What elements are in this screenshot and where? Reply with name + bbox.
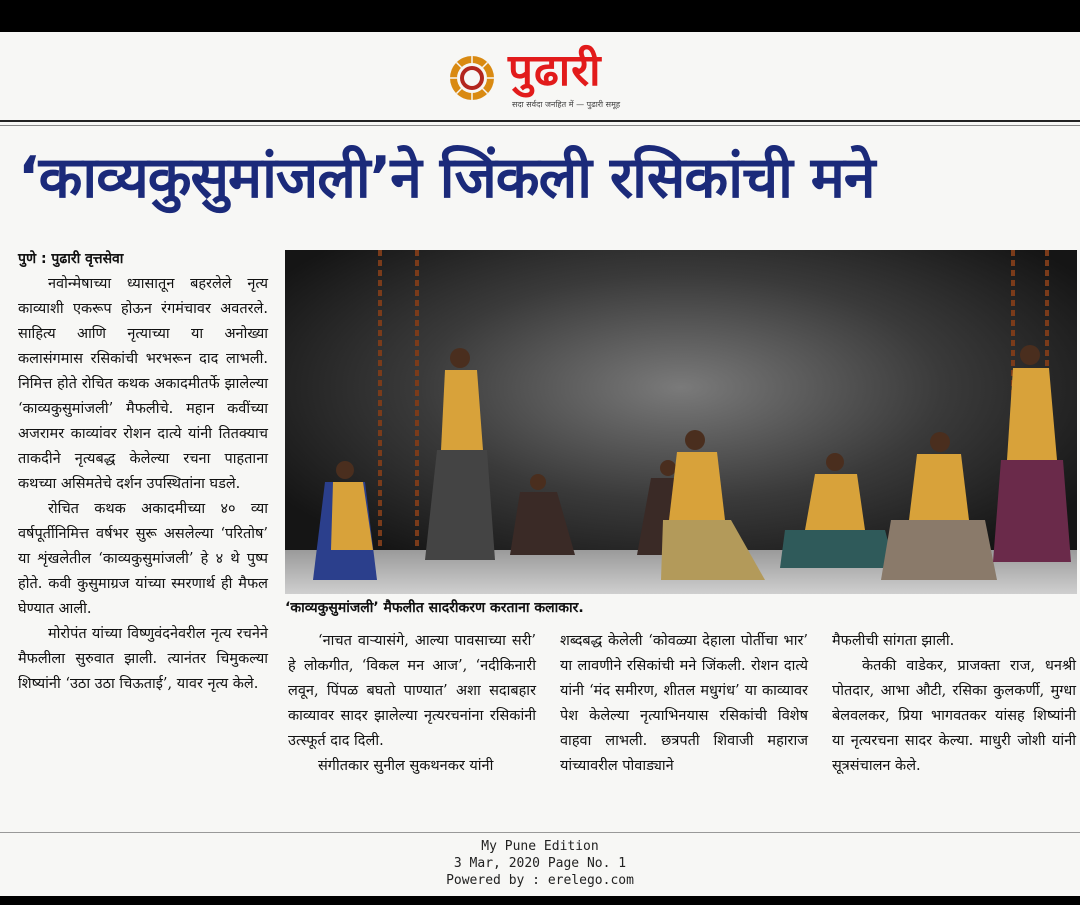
newspaper-clipping: [0, 32, 1080, 896]
masthead-title: पुढारी: [508, 45, 602, 96]
paragraph: शब्दबद्ध केलेली ‘कोवळ्या देहाला पोर्तीचा भार’ या लावणीने रसिकांची मने जिंकली. रोशन दात्ये यांनी ‘मंद समीरण, शीतल मधुगंध’ या काव्यावर पेश केलेल्या नृत्याभिनयास रसिकांची विशेष वाहवा लाभली. छत्रपती शिवाजी महाराज यांच्यावरील पोवाड्याने: [560, 633, 808, 774]
dateline: पुणे : पुढारी वृत्तसेवा: [18, 251, 124, 267]
edition-footer: [0, 838, 1080, 889]
paragraph: मैफलीची सांगता झाली.: [832, 633, 955, 649]
article-column-2: [288, 629, 536, 779]
paragraph: मोरोपंत यांच्या विष्णुवंदनेवरील नृत्य रचनेने मैफलीला सुरुवात झाली. त्यानंतर चिमुकल्या शिष्यांनी ‘उठा उठा चिऊताई’, यावर नृत्य केले.: [18, 626, 268, 692]
article-column-4: [832, 629, 1076, 779]
article-headline: ‘काव्यकुसुमांजली’ने जिंकली रसिकांची मने: [18, 145, 875, 211]
masthead-rule: [0, 120, 1080, 122]
edition-date-page: 3 Mar, 2020 Page No. 1: [453, 856, 627, 871]
paragraph: रोचित कथक अकादमीच्या ४० व्या वर्षपूर्तीनिमित्त वर्षभर सुरू असलेल्या ‘परितोष’ या शृंखलेतील ‘काव्यकुसुमांजली’ हे ४ थे पुष्प होते. कवी कुसुमाग्रज यांच्या स्मरणार्थ ही मैफल घेण्यात आली.: [18, 501, 268, 617]
masthead-tagline: सदा सर्वदा जनहित में — पुढारी समूह: [512, 100, 621, 109]
masthead: [0, 32, 1080, 120]
article-column-3: [560, 629, 808, 779]
footer-rule: [0, 832, 1080, 833]
paragraph: केतकी वाडेकर, प्राजक्ता राज, धनश्री पोतदार, आभा औटी, रसिका कुलकर्णी, मुग्धा बेलवलकर, प्रिया भागवतकर यांसह शिष्यांनी या नृत्यरचना सादर केल्या. माधुरी जोशी यांनी सूत्रसंचालन केले.: [832, 658, 1076, 774]
masthead-rule-thin: [0, 125, 1080, 126]
paragraph: संगीतकार सुनील सुकथनकर यांनी: [318, 758, 494, 774]
photo-caption: ‘काव्यकुसुमांजली’ मैफलीत सादरीकरण करताना कलाकार.: [285, 600, 584, 616]
paragraph: ‘नाचत वाऱ्यासंगे, आल्या पावसाच्या सरी’ हे लोकगीत, ‘विकल मन आज’, ‘नदीकिनारी लवून, पिंपळ बघतो पाण्यात’ अशा सदाबहार काव्यावर सादर झालेल्या नृत्यरचनांना रसिकांनी उत्स्फूर्त दाद दिली.: [288, 633, 536, 749]
stage-performance-photo: [285, 250, 1077, 594]
article-column-1: [18, 247, 268, 837]
paragraph: नवोन्मेषाच्या ध्यासातून बहरलेले नृत्य काव्याशी एकरूप होऊन रंगमंचावर अवतरले. साहित्य आणि नृत्याच्या या अनोख्या कलासंगमास रसिकांची भरभरून दाद लाभली. निमित्त होते रोचित कथक अकादमीतर्फे झालेल्या ‘काव्यकुसुमांजली’ मैफलीचे. महान कवींच्या अजरामर काव्यांवर रोशन दात्ये यांनी तितक्याच ताकदीने नृत्यबद्ध केलेल्या रचना पाहताना कथच्या असिमतेचे दर्शन उपस्थितांना घडले.: [18, 276, 268, 492]
powered-by: Powered by : erelego.com: [446, 873, 634, 888]
edition-name: My Pune Edition: [481, 839, 599, 854]
masthead-seal-icon: [448, 54, 496, 102]
